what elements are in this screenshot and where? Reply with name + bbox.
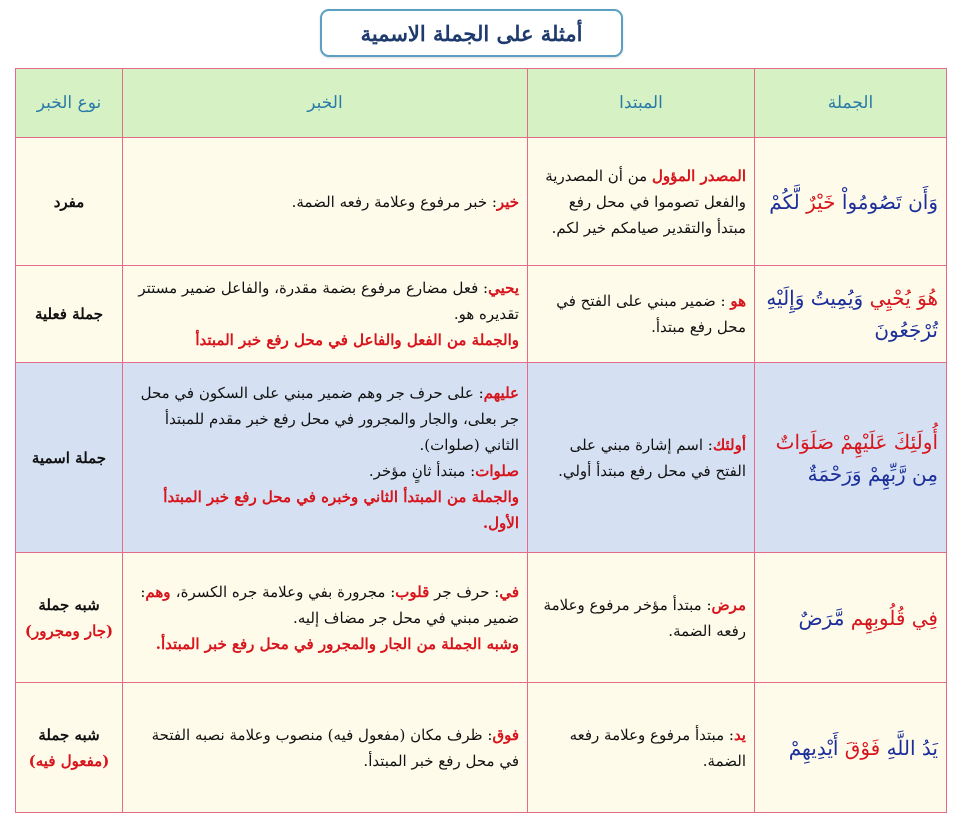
mubtada-term: هو <box>730 292 746 310</box>
mubtada-term: يد <box>733 725 746 744</box>
khabar-note: والجملة من الفعل والفاعل في محل رفع خبر المبتدأ <box>195 331 519 349</box>
type-cell <box>16 553 123 683</box>
type-label: جملة اسمية <box>31 448 107 467</box>
mubtada-cell <box>528 683 755 813</box>
type-note: (جار ومجرور) <box>24 621 114 640</box>
sentence-cell <box>755 553 947 683</box>
khabar-text: : مجرورة بفي وعلامة جره الكسرة، <box>175 582 396 601</box>
type-cell <box>16 683 123 813</box>
sentence-text: يَدُ اللَّهِ <box>880 735 938 760</box>
khabar-term: صلوات <box>475 461 519 480</box>
khabar-cell <box>123 553 528 683</box>
mubtada-text: من أن المصدرية والفعل تصوموا في محل رفع مبتدأ والتقدير صيامكم خير لكم. <box>545 166 746 237</box>
sentence-highlight: فِي قُلُوبِهِم <box>850 605 938 630</box>
type-label: مفرد <box>53 192 85 211</box>
sentence-cell <box>755 266 947 363</box>
sentence-text: وَيُمِيتُ وَإِلَيْهِ تُرْجَعُونَ <box>766 286 938 342</box>
table-row <box>16 363 947 553</box>
khabar-term: قلوب <box>395 582 430 601</box>
mubtada-cell <box>528 138 755 266</box>
sentence-cell <box>755 363 947 553</box>
table-row <box>16 553 947 683</box>
mubtada-cell <box>528 266 755 363</box>
khabar-text: : حرف جر <box>429 582 500 601</box>
khabar-term: عليهم <box>483 383 519 402</box>
header-type: نوع الخبر <box>16 69 123 138</box>
mubtada-text: : مبتدأ مؤخر مرفوع وعلامة رفعه الضمة. <box>543 595 746 640</box>
type-label: شبه جملة <box>38 595 100 614</box>
mubtada-cell <box>528 553 755 683</box>
khabar-term: في <box>499 582 519 601</box>
sentence-text: لَّكُمْ <box>769 189 807 214</box>
khabar-term: وهم <box>145 582 176 601</box>
khabar-note: وشبه الجملة من الجار والمجرور في محل رفع خبر المبتدأ. <box>155 634 519 653</box>
sentence-highlight: فَوْقَ <box>844 735 881 760</box>
sentence-text: أَيْدِيهِمْ <box>788 735 845 760</box>
khabar-term: يحيي <box>488 279 519 297</box>
sentence-cell <box>755 138 947 266</box>
sentence-text: وَأَن تَصُومُواْ <box>835 189 938 214</box>
khabar-text: : خبر مرفوع وعلامة رفعه الضمة. <box>291 192 497 211</box>
table-row <box>16 138 947 266</box>
mubtada-term: المصدر المؤول <box>651 166 746 185</box>
sentence-highlight: هُوَ يُحْيِي <box>869 286 938 310</box>
khabar-cell <box>123 138 528 266</box>
sentence-text: مِن رَّبِّهِمْ وَرَحْمَةٌ <box>807 461 938 486</box>
khabar-note: والجملة من المبتدأ الثاني وخبره في محل رفع خبر المبتدأ الأول. <box>163 487 519 532</box>
sentence-highlight: أُولَئِكَ عَلَيْهِمْ صَلَوَاتٌ <box>775 429 938 454</box>
table-row <box>16 683 947 813</box>
mubtada-text: : ضمير مبني على الفتح في محل رفع مبتدأ. <box>556 292 746 336</box>
khabar-cell <box>123 363 528 553</box>
header-sentence: الجملة <box>755 69 947 138</box>
type-note: (مفعول فيه) <box>28 751 110 770</box>
type-label: شبه جملة <box>38 725 100 744</box>
type-cell <box>16 266 123 363</box>
header-mubtada: المبتدا <box>528 69 755 138</box>
khabar-term: فوق <box>492 725 519 744</box>
mubtada-text: : مبتدأ مرفوع وعلامة رفعه الضمة. <box>569 725 746 770</box>
mubtada-term: مرض <box>711 595 746 614</box>
mubtada-term: أولئك <box>712 435 746 454</box>
khabar-text: : مبتدأ ثانٍ مؤخر. <box>368 461 476 480</box>
khabar-text: : ضمير مبني في محل جر مضاف إليه. <box>140 582 519 627</box>
header-khabar: الخبر <box>123 69 528 138</box>
khabar-term: خير <box>496 192 519 211</box>
mubtada-text: : اسم إشارة مبني على الفتح في محل رفع مبتدأ أولي. <box>558 435 746 480</box>
page-title: أمثلة على الجملة الاسمية <box>320 9 623 57</box>
khabar-cell <box>123 266 528 363</box>
table-row <box>16 266 947 363</box>
type-cell <box>16 138 123 266</box>
sentence-highlight: خَيْرٌ <box>806 189 836 214</box>
mubtada-cell <box>528 363 755 553</box>
type-label: جملة فعلية <box>34 305 104 323</box>
header-row <box>16 69 947 138</box>
sentence-cell <box>755 683 947 813</box>
sentence-text: مَّرَضٌ <box>798 605 851 630</box>
examples-table <box>15 68 947 813</box>
khabar-text: : على حرف جر وهم ضمير مبني على السكون في محل جر بعلى، والجار والمجرور في محل رفع خبر مقدم للمبتدأ الثاني (صلوات). <box>140 383 519 454</box>
khabar-text: : فعل مضارع مرفوع بضمة مقدرة، والفاعل ضمير مستتر تقديره هو. <box>138 279 519 323</box>
type-cell <box>16 363 123 553</box>
khabar-text: : ظرف مكان (مفعول فيه) منصوب وعلامة نصبه الفتحة في محل رفع خبر المبتدأ. <box>151 725 519 770</box>
khabar-cell <box>123 683 528 813</box>
